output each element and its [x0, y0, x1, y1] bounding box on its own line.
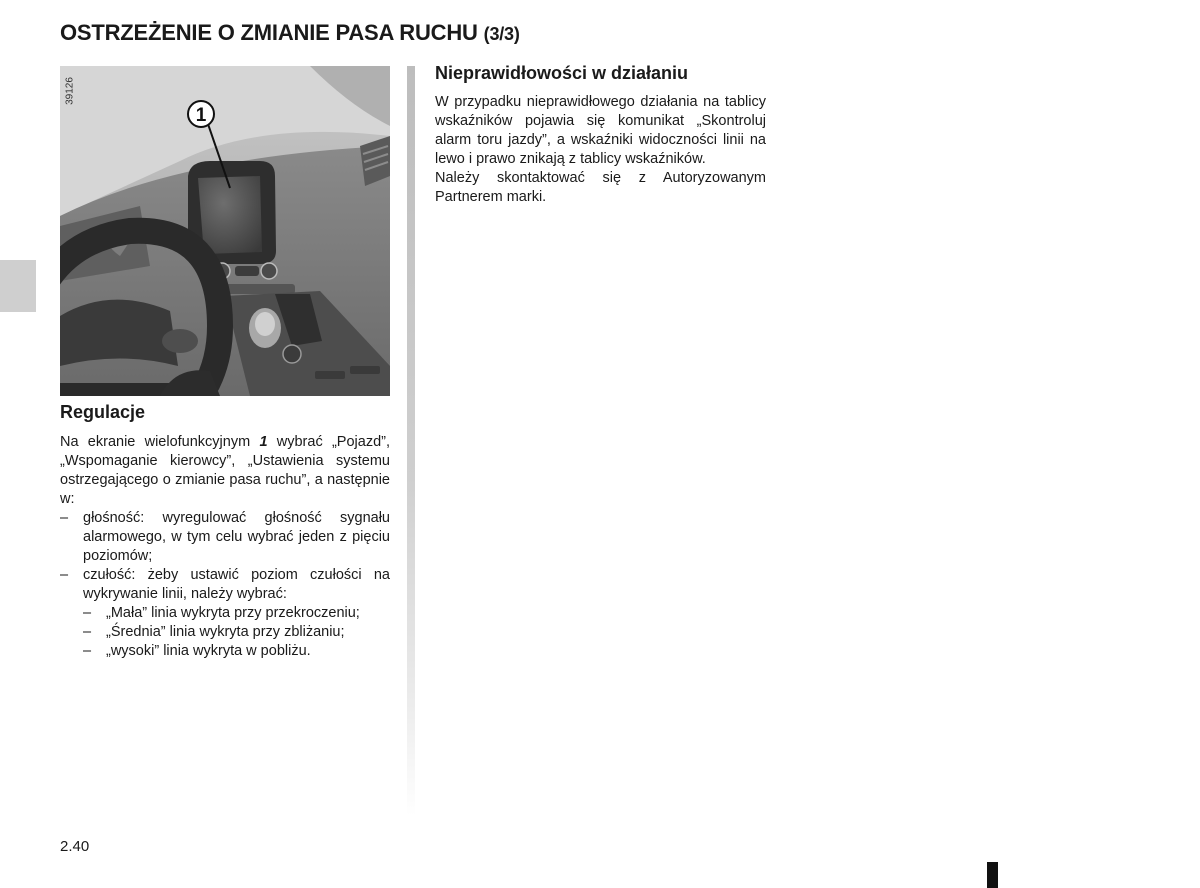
sub-item-text: „Średnia” linia wykryta przy zbliżaniu; [106, 624, 345, 640]
regulacje-intro [60, 433, 390, 509]
sub-item-low [83, 604, 390, 623]
malfunction-content [435, 93, 766, 207]
page-title-text: OSTRZEŻENIE O ZMIANIE PASA RUCHU [60, 20, 478, 45]
page-title-part: (3/3) [483, 24, 520, 44]
callout-number: 1 [195, 105, 207, 126]
section-heading-regulacje: Regulacje [60, 402, 146, 422]
settings-list [60, 509, 390, 661]
list-item-text: czułość: żeby ustawić poziom czułości na wykrywanie linii, należy wybrać: [83, 567, 390, 602]
list-item-text: głośność: wyregulować głośność sygnału alarmowego, w tym celu wybrać jeden z pięciu poziomów; [83, 510, 390, 564]
sub-item-text: „Mała” linia wykryta przy przekroczeniu; [106, 605, 360, 621]
dashboard-illustration [60, 66, 390, 396]
malfunction-paragraph-1: W przypadku nieprawidłowego działania na tablicy wskaźników pojawia się komunikat „Skontroluj alarm toru jazdy”, a wskaźniki widoczności linii na lewo i prawo znikają z tablicy wskaźników. [435, 94, 766, 167]
regulacje-content [60, 433, 390, 661]
list-item-sensitivity [60, 566, 390, 661]
list-item-volume [60, 509, 390, 566]
page-number: 2.40 [60, 838, 90, 855]
intro-text-after: wybrać „Pojazd”, „Wspomaganie kierowcy”, „Ustawienia systemu ostrzegającego o zmianie pasa ruchu”, a następnie w: [60, 434, 390, 507]
sub-item-text: „wysoki” linia wykryta w pobliżu. [106, 643, 311, 659]
image-code [62, 66, 78, 116]
section-heading-malfunction: Nieprawidłowości w działaniu [435, 63, 689, 83]
page-corner-mark [987, 862, 998, 888]
intro-reference-number: 1 [259, 434, 268, 450]
malfunction-paragraph-2: Należy skontaktować się z Autoryzowanym Partnerem marki. [435, 170, 766, 205]
intro-text-before: Na ekranie wielofunkcyjnym [60, 434, 260, 450]
dashboard-photo [60, 66, 390, 396]
chapter-tab [0, 260, 36, 312]
column-divider [407, 66, 415, 816]
sensitivity-options [83, 604, 390, 661]
image-code-text: 39126 [64, 77, 76, 105]
sub-item-high [83, 642, 390, 661]
sub-item-medium [83, 623, 390, 642]
page-title [60, 20, 520, 46]
